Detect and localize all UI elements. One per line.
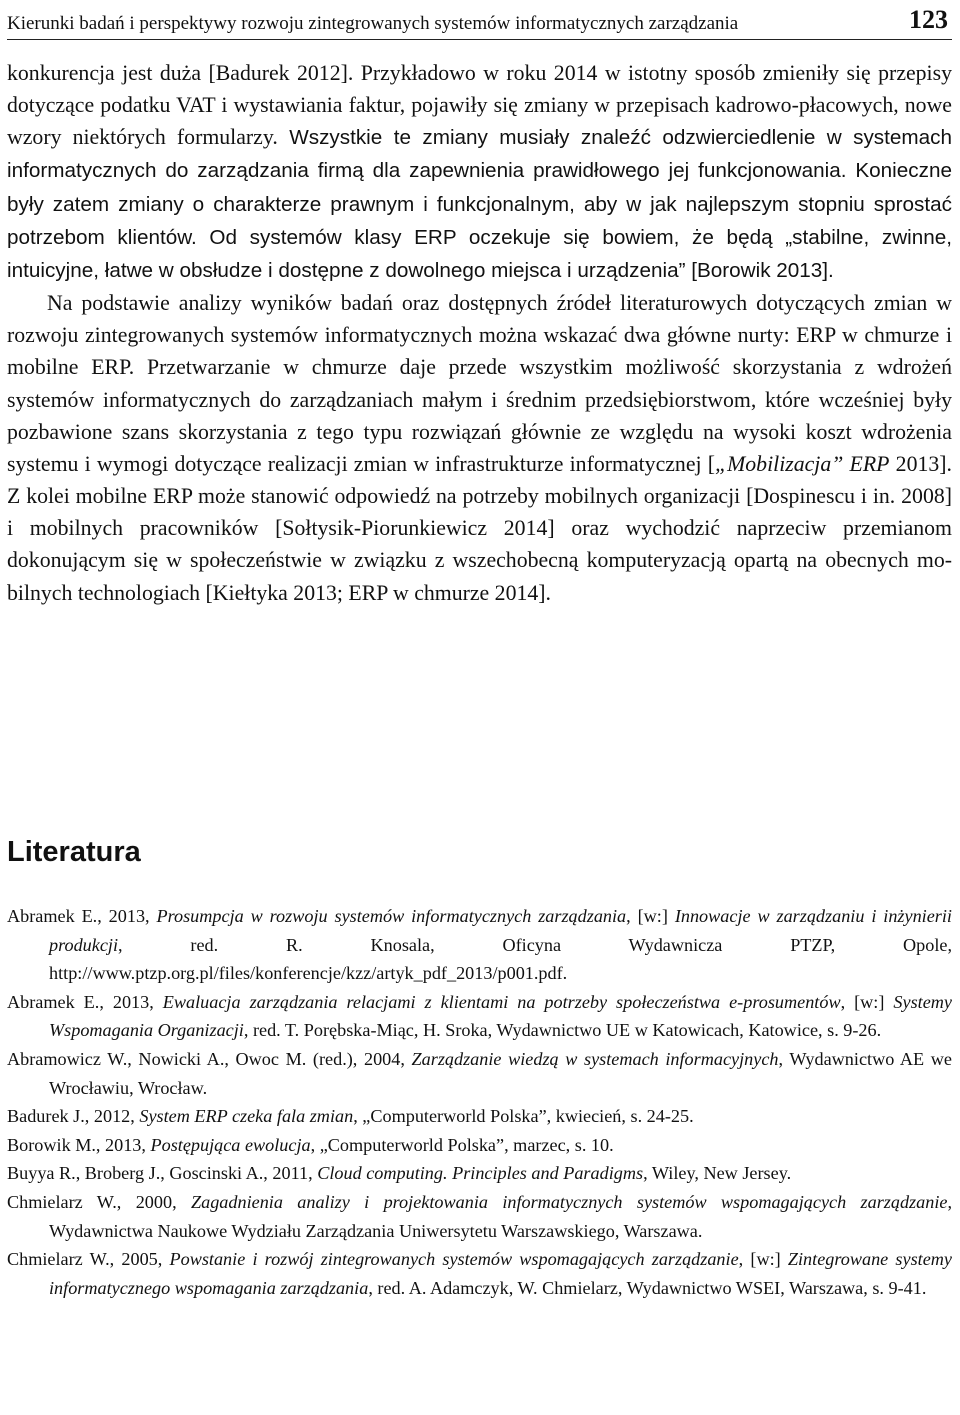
reference-source: Systemy Wspomagania Organizacji [49,991,952,1041]
reference-title: Cloud computing. Principles and Paradigms [317,1163,644,1184]
paragraph-2-italic-citation: „Mobilizacja” ERP [715,451,890,476]
reference-author: Abramek E., 2013, [7,906,157,926]
reference-item [7,1188,952,1245]
running-header [7,0,952,40]
reference-details: , red. T. Porębska-Miąc, H. Sroka, Wydawnictwo UE w Katowicach, Katowice, s. 9-26. [243,1020,882,1041]
paragraph-1-sans-part: Wszystkie te zmiany musiały znaleźć odzwierciedlenie w systemach informatycznych do zarządzania firmą dla zapewnienia prawidłowego jej funkcjonowania. Konieczne były zatem zmiany o charakterze prawnym i funkcjonalnym, aby w jak najlepszym stopniu sprostać potrzebom klientów. Od systemów klasy ERP oczekuje się bowiem, że będą „stabilne, zwinne, intuicyjne, łatwe w obsłudze i dostępne z dowolnego miejsca i urządzenia” [Borowik 2013]. [7,126,952,282]
reference-author: Chmielarz W., 2005, [7,1249,170,1270]
paragraph-2-part-c: 2013]. Z kolei mobilne ERP może stanowić odpowiedź na potrzeby mobilnych organizacji [Dospinescu i in. 2008] i mobilnych pracowników [Sołtysik-Piorunkiewicz 2014] oraz wychodzić naprzeciw przemianom dokonującym się w społeczeństwie w związku z wszechobecną komputeryzacją opartą na obecnych mobilnych technologiach [Kiełtyka 2013; ERP w chmurze 2014]. [7,451,952,605]
reference-details: , red. A. Adamczyk, W. Chmielarz, Wydawnictwo WSEI, Warszawa, s. 9-41. [368,1277,927,1298]
reference-list [7,902,952,1302]
reference-details: , Wiley, New Jersey. [643,1163,792,1184]
reference-item [7,1245,952,1302]
reference-details: , „Computerworld Polska”, marzec, s. 10. [310,1134,614,1155]
running-header-title: Kierunki badań i perspektywy rozwoju zintegrowanych systemów informatycznych zarządzania [7,13,739,34]
reference-title: Zagadnienia analizy i projektowania informatycznych systemów wspomagających zarządzanie [190,1191,948,1212]
reference-connector: , [w:] [840,991,894,1012]
reference-item [7,988,952,1045]
reference-connector: , [w:] [626,906,675,926]
reference-item [7,1102,952,1131]
reference-source: Zintegrowane systemy informatycznego wspomagania zarządzania [49,1249,952,1298]
reference-source: Innowacje w zarządzaniu i inżynierii produkcji [49,906,952,955]
reference-title: Zarządzanie wiedzą w systemach informacyjnych [411,1048,779,1069]
reference-title: Postępująca ewolucja [150,1134,311,1155]
paragraph-1-serif-part: konkurencja jest duża [Badurek 2012]. Przykładowo w roku 2014 w istotny sposób zmieniły się przepisy dotyczące podatku VAT i wystawiania faktur, pojawiły się zmiany w przepisach kadrowo-płacowych, nowe wzory niektórych formularzy. [7,61,952,150]
reference-author: Badurek J., 2012, [7,1106,140,1127]
reference-author: Abramek E., 2013, [7,991,163,1012]
reference-details: , red. R. Knosala, Oficyna Wydawnicza PTZP, Opole, http://www.ptzp.org.pl/files/konferencje/kzz/artyk_pdf_2013/p001.pdf. [49,934,952,984]
reference-author: Chmielarz W., 2000, [7,1191,191,1212]
reference-item [7,902,952,988]
reference-item [7,1045,952,1102]
page-number: 123 [909,5,948,34]
reference-author: Borowik M., 2013, [7,1134,151,1155]
reference-author: Buyya R., Broberg J., Goscinski A., 2011, [7,1163,318,1184]
reference-item [7,1131,952,1160]
reference-details: , Wydawnictwa Naukowe Wydziału Zarządzania Uniwersytetu Warszawskiego, Warszawa. [49,1191,952,1241]
section-heading-literatura: Literatura [7,836,141,868]
reference-title: Powstanie i rozwój zintegrowanych systemów wspomagających zarządzanie [169,1249,739,1270]
reference-details: , Wydawnictwo AE we Wrocławiu, Wrocław. [49,1048,952,1098]
reference-details: , „Computerworld Polska”, kwiecień, s. 24-25. [353,1106,694,1127]
reference-item [7,1159,952,1188]
reference-author: Abramowicz W., Nowicki A., Owoc M. (red.), 2004, [7,1048,412,1069]
paragraph-1 [7,57,952,287]
reference-title: System ERP czeka fala zmian [139,1106,354,1127]
paragraph-2-part-a: Na podstawie analizy wyników badań oraz dostępnych źródeł literaturowych dotyczących zmian w rozwoju zintegrowanych systemów informatycznych można wskazać dwa główne nurty: ERP w chmurze i mobilne ERP. Przetwarzanie w chmurze daje przede wszystkim możliwość skorzystania z wdrożeń systemów informatycznych do zarządzaniach małym i średnim przedsiębiorstwom, które wcześniej były pozbawione szans skorzystania z tego typu rozwiązań głównie ze względu na wysoki koszt wdrożenia systemu i wymogi dotyczące realizacji zmian w infrastrukturze informatycznej [ [7,291,952,476]
reference-title: Prosumpcja w rozwoju systemów informatycznych zarządzania [156,906,627,926]
body-text [7,57,952,609]
paragraph-2 [7,287,952,609]
reference-connector: , [w:] [738,1249,788,1270]
reference-title: Ewaluacja zarządzania relacjami z klientami na potrzeby społeczeństwa e-prosumentów [162,991,841,1012]
